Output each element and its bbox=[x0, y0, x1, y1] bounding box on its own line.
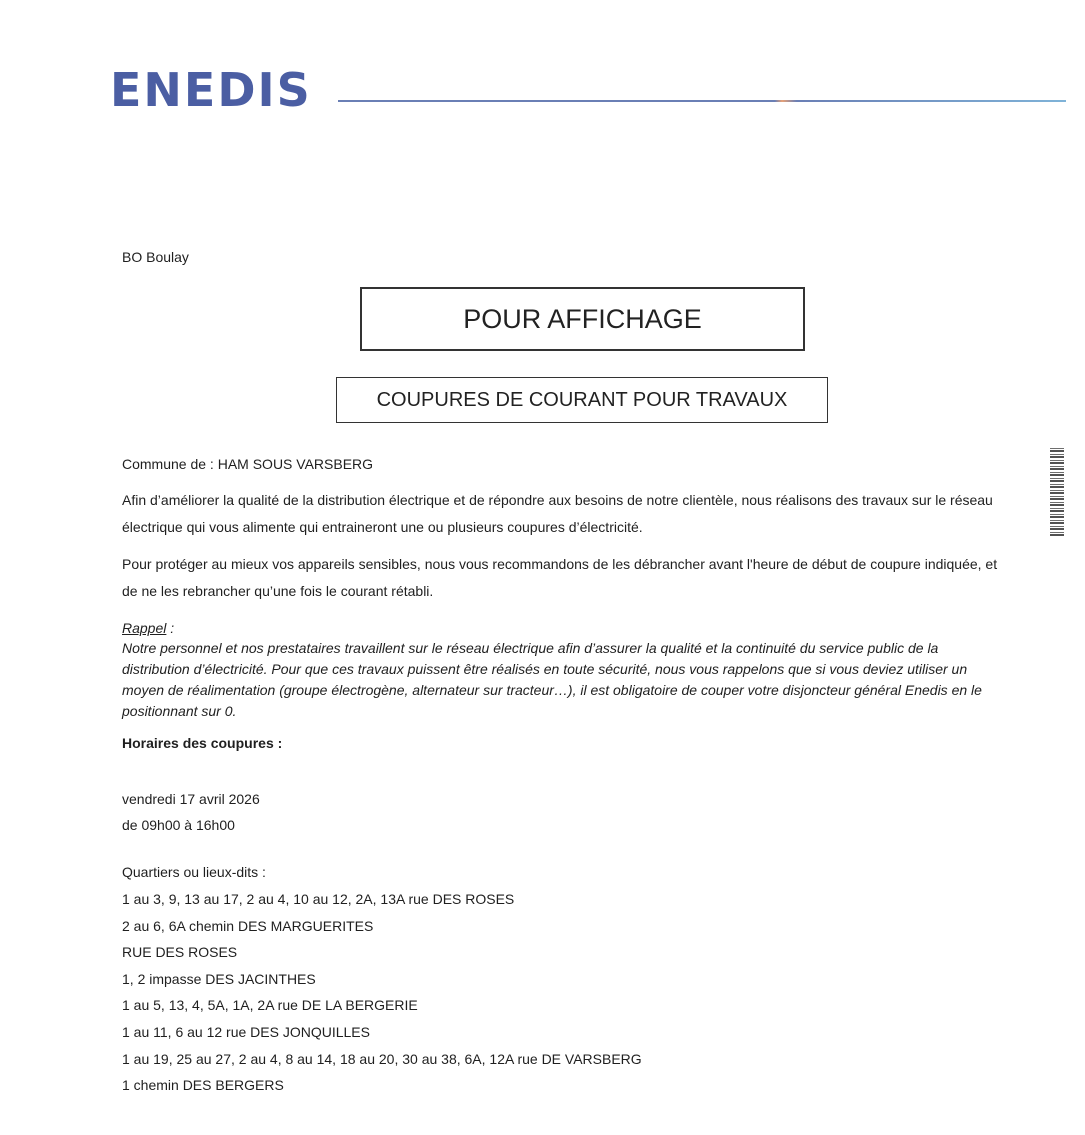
commune-line: Commune de : HAM SOUS VARSBERG bbox=[122, 456, 374, 472]
location-item: RUE DES ROSES bbox=[122, 944, 238, 961]
schedule-time: de 09h00 à 16h00 bbox=[122, 817, 235, 833]
advice-paragraph: Pour protéger au mieux vos appareils sensibles, nous vous recommandons de les débrancher avant l'heure de début de coupure indiquée, et de ne les rebrancher qu’une fois le courant rétabli. bbox=[122, 556, 998, 599]
locations-list bbox=[122, 886, 642, 1099]
rappel-heading-word: Rappel bbox=[122, 620, 167, 636]
header-divider bbox=[338, 100, 1066, 102]
schedule-block bbox=[122, 786, 260, 838]
notice-subtitle: COUPURES DE COURANT POUR TRAVAUX bbox=[376, 388, 788, 411]
locations-heading: Quartiers ou lieux-dits : bbox=[122, 864, 266, 880]
rappel-text: Notre personnel et nos prestataires travaillent sur le réseau électrique afin d’assurer la qualité et la continuité du service public de la distribution d’électricité. Pour que ces travaux puissent être réalisés en toute sécurité, nous vous rappelons que si vous deviez utiliser un moyen de réalimentation (groupe électrogène, alternateur sur tracteur…), il est obligatoire de couper votre disjoncteur général Enedis en le positionnant sur 0. bbox=[122, 640, 982, 719]
notice-subtitle-box bbox=[336, 377, 828, 423]
location-item: 1, 2 impasse DES JACINTHES bbox=[122, 970, 316, 987]
rappel-heading-colon: : bbox=[166, 620, 175, 636]
notice-title-box bbox=[360, 287, 805, 351]
logo-text: ENEDIS bbox=[110, 63, 312, 117]
location-item: 1 chemin DES BERGERS bbox=[122, 1077, 284, 1094]
location-item: 1 au 3, 9, 13 au 17, 2 au 4, 10 au 12, 2A, 13A rue DES ROSES bbox=[122, 891, 515, 907]
enedis-logo bbox=[110, 62, 312, 118]
agency-name: BO Boulay bbox=[122, 249, 189, 265]
rappel-heading bbox=[122, 620, 174, 636]
barcode-icon bbox=[1050, 448, 1064, 536]
location-item: 1 au 5, 13, 4, 5A, 1A, 2A rue DE LA BERGERIE bbox=[122, 997, 418, 1014]
location-item: 1 au 11, 6 au 12 rue DES JONQUILLES bbox=[122, 1023, 370, 1040]
schedule-heading: Horaires des coupures : bbox=[122, 735, 283, 751]
intro-paragraph: Afin d’améliorer la qualité de la distribution électrique et de répondre aux besoins de notre clientèle, nous réalisons des travaux sur le réseau électrique qui vous alimente qui entraineront une ou plusieurs coupures d’électricité. bbox=[122, 492, 993, 535]
location-item: 2 au 6, 6A chemin DES MARGUERITES bbox=[122, 917, 374, 934]
schedule-date: vendredi 17 avril 2026 bbox=[122, 791, 260, 807]
location-item: 1 au 19, 25 au 27, 2 au 4, 8 au 14, 18 au 20, 30 au 38, 6A, 12A rue DE VARSBERG bbox=[122, 1050, 642, 1067]
notice-title: POUR AFFICHAGE bbox=[463, 303, 702, 334]
